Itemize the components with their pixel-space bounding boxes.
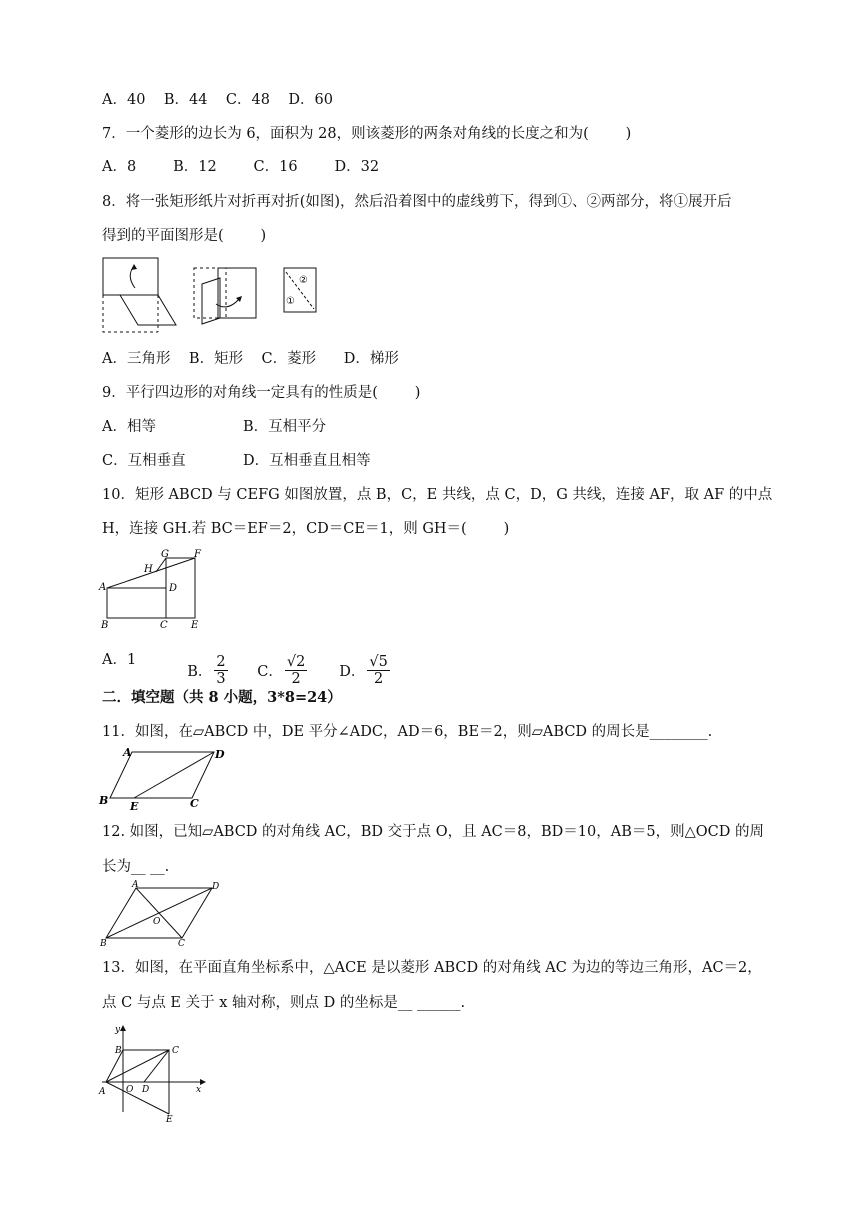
q7-stem: 7．一个菱形的边长为 6，面积为 28，则该菱形的两条对角线的长度之和为( ) [102,126,632,142]
q12-label-b: B [100,939,107,949]
q10-option-c-denominator: 2 [291,671,301,687]
q13-label-y: y [115,1025,121,1035]
q10-stem-line2: H，连接 GH.若 BC＝EF＝2，CD＝CE＝1，则 GH＝( ) [102,521,510,537]
q10-rectangles-figure [96,546,208,632]
q13-label-x: x [196,1085,202,1095]
q10-option-d-fraction [367,654,389,687]
q10-option-b-fraction [214,654,227,687]
q8-options: A．三角形 B．矩形 C．菱形 D．梯形 [102,351,399,367]
q12-parallelogram-figure [96,880,226,950]
q10-label-c: C [160,620,168,631]
q8-folding-figure [98,254,338,338]
q9-option-b: B．互相平分 [243,419,327,435]
q10-label-g: G [161,549,169,560]
q8-fig-label-1: ① [286,296,295,307]
q11-stem: 11．如图，在▱ABCD 中，DE 平分∠ADC，AD＝6，BE＝2，则▱ABCD 的周长是________. [102,724,713,740]
q10-option-d [330,638,392,687]
q10-option-d-numerator: √5 [369,654,388,670]
q9-option-a: A．相等 [102,419,156,435]
q9-option-d: D．互相垂直且相等 [243,453,371,469]
q11-label-d: D [215,748,225,761]
q12-stem-line2: 长为__ __. [102,859,170,875]
q10-option-b [178,638,230,687]
q10-option-c [248,638,309,687]
q12-label-o: O [153,917,161,927]
section-heading: 二．填空题（共 8 小题，3*8=24） [102,689,342,706]
q11-label-e: E [130,800,139,813]
q9-option-c: C．互相垂直 [102,453,186,469]
q13-label-a: A [99,1087,106,1097]
q13-coordinate-figure [96,1020,216,1124]
q8-fig-label-2: ② [299,275,308,286]
q10-stem-line1: 10．矩形 ABCD 与 CEFG 如图放置，点 B，C，E 共线，点 C，D，G 共线，连接 AF，取 AF 的中点 [102,487,773,503]
q11-parallelogram-figure [96,744,236,816]
q7-options: A．8 B．12 C．16 D．32 [102,159,380,175]
q8-stem-line1: 8．将一张矩形纸片对折再对折(如图)，然后沿着图中的虚线剪下，得到①、②两部分，将①展开后 [102,194,732,210]
q10-label-h: H [144,564,153,575]
q10-option-b-numerator: 2 [216,654,226,670]
q12-label-c: C [178,939,185,949]
q10-option-b-prefix: B． [187,664,213,680]
q10-option-d-prefix: D． [339,664,366,680]
q11-label-c: C [190,797,199,810]
q10-option-a: A．1 [102,652,137,668]
q13-label-b: B [115,1046,122,1056]
q6-options: A．40 B．44 C．48 D．60 [102,92,333,108]
q13-label-o: O [126,1085,134,1095]
q10-label-f: F [194,549,201,560]
q12-label-d: D [212,882,220,892]
q11-label-b: B [99,794,109,807]
q9-stem: 9．平行四边形的对角线一定具有的性质是( ) [102,385,421,401]
q10-option-c-numerator: √2 [286,654,306,670]
q11-label-a: A [123,746,132,759]
q13-stem-line2: 点 C 与点 E 关于 x 轴对称，则点 D 的坐标是__ ______. [102,995,466,1011]
q13-label-c: C [172,1046,179,1056]
q10-label-b: B [101,620,109,631]
q10-label-e: E [191,620,199,631]
q10-label-a: A [99,582,107,593]
q13-stem-line1: 13．如图，在平面直角坐标系中，△ACE 是以菱形 ABCD 的对角线 AC 为边的等边三角形，AC＝2， [102,960,762,976]
q12-label-a: A [132,880,139,890]
q12-stem-line1: 12. 如图，已知▱ABCD 的对角线 AC，BD 交于点 O，且 AC＝8，BD＝10，AB＝5，则△OCD 的周 [102,824,764,840]
q10-option-c-fraction [285,654,307,687]
q10-option-b-denominator: 3 [216,671,226,687]
q13-label-d: D [142,1085,150,1095]
q13-label-e: E [166,1115,173,1124]
q10-option-d-denominator: 2 [373,671,384,687]
q10-option-c-prefix: C． [257,664,283,680]
q10-label-d: D [169,583,178,594]
q8-stem-line2: 得到的平面图形是( ) [102,228,267,244]
